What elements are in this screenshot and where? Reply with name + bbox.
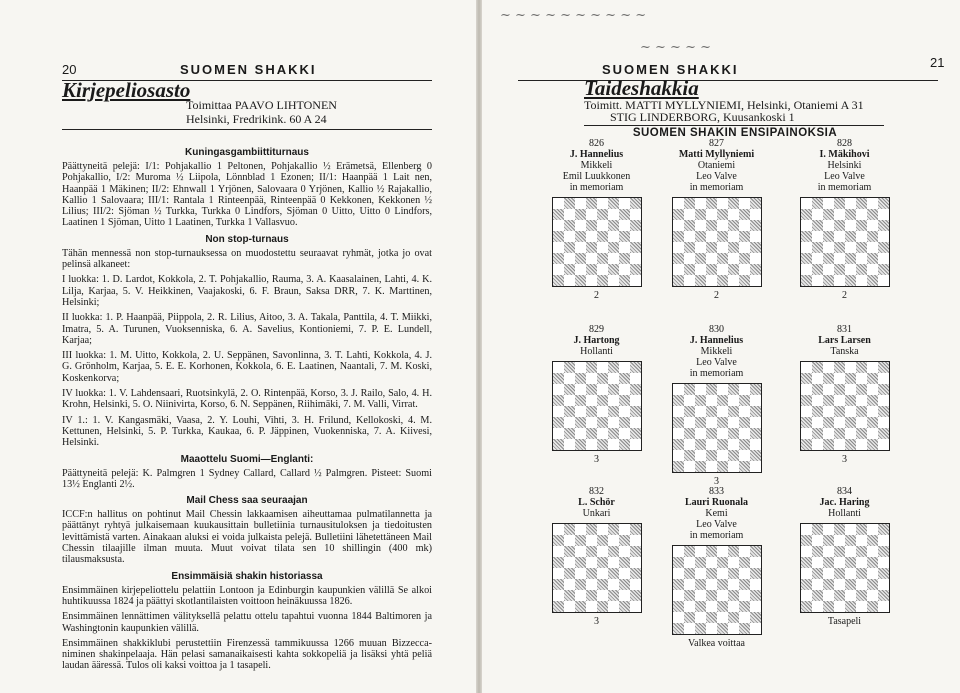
article-paragraph: IV 1.: 1. V. Kangasmäki, Vaasa, 2. Y. Louhi, Vihti, 3. H. Frilund, Kellokoski, 4. M. Kettunen, Helsinki, 5. P. Turkka, Kaukaa, 6. P. Jäppinen, Vuokenniska, 7. A. Kiivesi, Helsinki. [62, 414, 432, 449]
problem-author: Matti Myllyniemi [678, 149, 755, 160]
chess-problem [654, 486, 779, 649]
problem-stipulation: 3 [714, 476, 719, 487]
article-heading: Non stop-turnaus [205, 233, 289, 245]
problem-number: 828 [837, 138, 852, 149]
problem-author: Lauri Ruonala [684, 497, 749, 508]
article-paragraph: IV luokka: 1. V. Lahdensaari, Ruotsinkylä, 2. O. Rintenpää, Korso, 3. J. Railo, Salo, 4. H. Krohn, Helsinki, 5. O. Niinivirta, Korso, 6. N. Seppänen, Riihimäki, 7. M. Valli, Virrat. [62, 388, 432, 411]
problem-number: 833 [709, 486, 724, 497]
chess-board [800, 523, 890, 613]
chess-problem [782, 324, 907, 465]
article-paragraph: Tähän mennessä non stop-turnauksessa on muodostettu seuraavat ryhmät, jotka jo ovat pelinsä alkaneet: [62, 247, 432, 271]
problem-dedication: Leo Valve [696, 171, 737, 182]
chess-board [800, 361, 890, 451]
problem-dedication: Leo Valve [824, 171, 865, 182]
problem-author: J. Hartong [573, 335, 620, 346]
right-editor-line1: Toimitt. MATTI MYLLYNIEMI, Helsinki, Otaniemi A 31 [584, 98, 864, 112]
left-running-head: SUOMEN SHAKKI [180, 62, 317, 77]
problem-dedication-note: in memoriam [689, 368, 744, 379]
chess-board [552, 197, 642, 287]
right-running-head: SUOMEN SHAKKI [602, 62, 739, 77]
problem-place: Mikkeli [580, 160, 613, 171]
problem-stipulation: 2 [714, 290, 719, 301]
problem-place: Hollanti [580, 346, 613, 357]
chess-problem [782, 486, 907, 627]
right-header-rule [518, 80, 938, 81]
problem-place: Kemi [705, 508, 728, 519]
chess-problem [534, 324, 659, 465]
handwritten-note: ~ ~ ~ ~ ~ [640, 40, 711, 55]
article-paragraph: Ensimmäinen shakkiklubi perustettiin Firenzessä tammikuussa 1266 muuan Bizzecca-niminen shakinpelaaja. Hän pelasi samanaikaisesti kahta sokkopeliä ja lisäksi yhtä peliä laudan ääressä. Tulos oli kaksi voittoa ja 1 tasapeli. [62, 637, 432, 672]
handwritten-note: ~ ~ ~ ~ ~ ~ ~ ~ ~ ~ [500, 8, 647, 23]
problem-author: J. Hannelius [689, 335, 744, 346]
article-paragraph: Päättyneitä pelejä: K. Palmgren 1 Sydney Callard, Callard ½ Palmgren. Pisteet: Suomi 13½ Englanti 2½. [62, 467, 432, 490]
chess-problem [534, 138, 659, 301]
article-paragraph: Päättyneitä pelejä: I/1: Pohjakallio 1 Peltonen, Pohjakallio ½ Erämetsä, Ellenberg 0 Pohjakallio, I/2: Muroma ½ Liipola, Lönnblad 1 Ezonen; II/1: Haanpää 1 Lait nen, Haanpää 1 Mäkinen; II/2: Ehnwall 1 Yrjönen, Salovaara 0 Yrjönen, Kallio ½ Rajakallio, Kallio 1 Salovaara; III/1: Rantala 1 Rinteenpää, Rinteenpää 0 Kekkonen, Kekkonen ½ Lilius; III/2: Sjöman ½ Turkka, Turkka 0 Lindfors, Sjöman 0 Uitto, Uitto 0 Lindfors, Laatinen 1 Sjöman, Uitto 1 Laatinen, Turkka 1 Vallasvuo. [62, 161, 432, 229]
article-paragraph: II luokka: 1. P. Haanpää, Piippola, 2. R. Lilius, Aitoo, 3. A. Takala, Panttila, 4. T. Miikki, Imatra, 5. A. Turunen, Vuoksenniska, 6. A. Savelius, Kontioniemi, 7. P. E. Lundell, Karjaa; [62, 312, 432, 346]
problem-dedication-note: in memoriam [689, 530, 744, 541]
chess-problem [534, 486, 659, 627]
article-paragraph: III luokka: 1. M. Uitto, Kokkola, 2. U. Seppänen, Savonlinna, 3. T. Lahti, Kokkola, 4. J. G. Grönholm, Karjaa, 5. E. E. Korhonen, Kokkola, 6. E. Laatinen, Naantali, 7. M. Koski, Koskenkorva; [62, 350, 432, 384]
problem-stipulation: 3 [842, 454, 847, 465]
problem-number: 827 [709, 138, 724, 149]
right-editor-line2: STIG LINDERBORG, Kuusankoski 1 [610, 110, 795, 124]
problem-author: J. Hannelius [569, 149, 624, 160]
chess-board [552, 523, 642, 613]
problem-number: 834 [837, 486, 852, 497]
problem-stipulation: Tasapeli [827, 616, 862, 627]
problem-number: 829 [589, 324, 604, 335]
article-heading: Mail Chess saa seuraajan [186, 495, 308, 507]
left-column-text [62, 142, 432, 676]
binding-gutter [476, 0, 482, 693]
left-editor-line1: Toimittaa PAAVO LIHTONEN [186, 98, 337, 112]
problem-place: Hollanti [828, 508, 861, 519]
left-section-title: Kirjepeliosasto [62, 78, 191, 102]
chess-board [672, 545, 762, 635]
problem-stipulation: 3 [594, 616, 599, 627]
problem-place: Mikkeli [700, 346, 733, 357]
problem-number: 831 [837, 324, 852, 335]
right-page-number: 21 [930, 55, 945, 70]
chess-board [672, 383, 762, 473]
problem-dedication: Leo Valve [696, 357, 737, 368]
problem-number: 830 [709, 324, 724, 335]
problem-place: Otaniemi [697, 160, 736, 171]
problem-stipulation: Valkea voittaa [688, 638, 745, 649]
chess-problem [654, 324, 779, 487]
problem-dedication-note: in memoriam [689, 182, 744, 193]
chess-board [800, 197, 890, 287]
article-paragraph: I luokka: 1. D. Lardot, Kokkola, 2. T. Pohjakallio, Rauma, 3. A. Kaasalainen, Lahti, 4. K. Lilja, Karjaa, 5. V. Heikkinen, Vaajakoski, 6. F. Braun, Saksa DRR, 7. K. Marttinen, Helsinki; [62, 274, 432, 308]
problem-author: Jac. Haring [819, 497, 870, 508]
left-page-number: 20 [62, 62, 77, 77]
article-paragraph: Ensimmäinen kirjepeliottelu pelattiin Lontoon ja Edinburgin kaupunkien välillä Se alkoi huhtikuussa 1824 ja päättyi skotlantilaisten voittoon heinäkuussa 1826. [62, 584, 432, 607]
problem-stipulation: 2 [594, 290, 599, 301]
chess-problem [654, 138, 779, 301]
problem-place: Tanska [830, 346, 859, 357]
problem-dedication-note: in memoriam [569, 182, 624, 193]
problem-dedication: Emil Luukkonen [562, 171, 631, 182]
problem-place: Unkari [582, 508, 611, 519]
problem-stipulation: 2 [842, 290, 847, 301]
problem-place: Helsinki [827, 160, 862, 171]
article-heading: Kuningasgambiittiturnaus [185, 147, 309, 158]
chess-board [672, 197, 762, 287]
problem-author: I. Mäkihovi [819, 149, 870, 160]
problem-number: 832 [589, 486, 604, 497]
article-heading: Ensimmäisiä shakin historiassa [171, 570, 323, 582]
left-section-rule [62, 129, 432, 130]
problem-author: Lars Larsen [818, 335, 871, 346]
problems-title: SUOMEN SHAKIN ENSIPAINOKSIA [632, 127, 838, 139]
problem-stipulation: 3 [594, 454, 599, 465]
right-section-rule [584, 125, 884, 126]
article-paragraph: ICCF:n hallitus on pohtinut Mail Chessin lakkaamisen aiheuttamaa pulmatilannetta ja päättänyt ryhtyä julkaisemaan kuukausittain bulletiinia turnausituloksen ja tiedoitusten levittämistä varten. Ainakaan aluksi ei voida julkaista pelejä. Bulletiini lähetettäneen Mail Chessin tilaajille ilman muuta. Muut voivat tilata sen 10 shillingin (400 mk) tilausmaksusta. [62, 509, 432, 566]
left-editor-line2: Helsinki, Fredrikink. 60 A 24 [186, 112, 327, 126]
problem-number: 826 [589, 138, 604, 149]
chess-board [552, 361, 642, 451]
problem-author: L. Schör [578, 497, 615, 508]
chess-problem [782, 138, 907, 301]
problem-dedication-note: in memoriam [817, 182, 872, 193]
article-paragraph: Ensimmäinen lennättimen välityksellä pelattu ottelu tapahtui vuonna 1844 Baltimoren ja Washingtonin kaupunkien välillä. [62, 611, 432, 634]
right-section-title: Taideshakkia [584, 76, 699, 100]
problem-dedication: Leo Valve [696, 519, 737, 530]
article-heading: Maaottelu Suomi—Englanti: [180, 453, 314, 465]
